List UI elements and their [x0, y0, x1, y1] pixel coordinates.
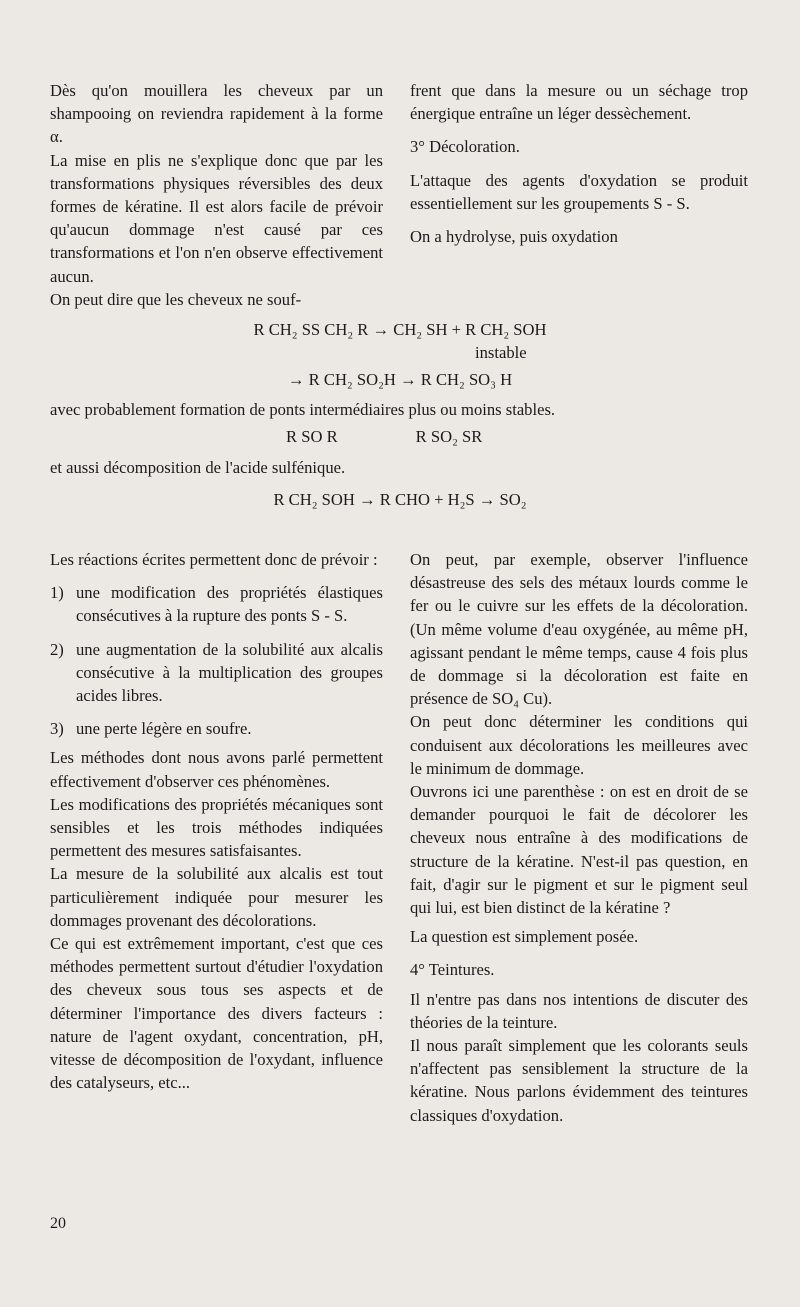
formula-1: R CH₂ SS CH₂ R → CH₂ SH + R CH₂ SOH — [253, 320, 547, 339]
list-number: 3) — [50, 719, 64, 739]
paragraph: L'attaque des agents d'oxydation se produit essentiellement sur les groupements S - S. — [410, 170, 748, 213]
paragraph: Il n'entre pas dans nos intentions de discuter des théories de la teinture. — [410, 989, 748, 1032]
formula-block — [50, 318, 750, 511]
paragraph: On peut donc déterminer les conditions qui conduisent aux décolorations les meilleures avec le minimum de dommage. — [410, 712, 748, 778]
formula-note: instable — [475, 343, 527, 362]
formula-3 — [50, 425, 750, 448]
paragraph: On peut dire que les cheveux ne souf- — [50, 289, 302, 309]
list-item — [50, 717, 383, 740]
page-number: 20 — [50, 1215, 66, 1232]
top-left-column — [50, 79, 383, 311]
formula-4: R CH₂ SOH → R CHO + H₂S → SO₂ — [273, 490, 527, 509]
paragraph: La mesure de la solubilité aux alcalis est tout particulièrement indiquée pour mesurer les dommages provenant des décolorations. — [50, 864, 383, 930]
top-right-column — [410, 79, 748, 248]
paragraph: La question est simplement posée. — [410, 927, 639, 947]
formula-text: et aussi décomposition de l'acide sulfénique. — [50, 458, 346, 477]
formula-2: → R CH₂ SO₂H → R CH₂ SO₃ H — [287, 370, 513, 389]
list-text: une perte légère en soufre. — [76, 719, 252, 739]
paragraph: Ouvrons ici une parenthèse : on est en droit de se demander pourquoi le fait de décolorer les cheveux nous entraîne à des modifications de structure de la kératine. N'est-il pas question, en fait, d'agir sur le pigment et sur le pigment seul qui lui, est bien distinct de la kératine ? — [410, 782, 748, 918]
paragraph: frent que dans la mesure ou un séchage trop énergique entraîne un léger dessèchement. — [410, 81, 748, 124]
list-item — [50, 581, 383, 627]
list-item — [50, 638, 383, 708]
paragraph: Les méthodes dont nous avons parlé permettent effectivement d'observer ces phénomènes. — [50, 748, 383, 791]
formula-3a: R SO R — [286, 427, 338, 446]
list-text: une augmentation de la solubilité aux alcalis consécutive à la multiplication des groupes acides libres. — [76, 639, 383, 706]
paragraph: La mise en plis ne s'explique donc que par les transformations physiques réversibles des deux formes de kératine. Il est alors facile de prévoir qu'aucun dommage n'est causé par ces transformations et l'on n'en observe effectivement aucun. — [50, 150, 383, 286]
section-heading: 4° Teintures. — [410, 960, 495, 980]
paragraph: Dès qu'on mouillera les cheveux par un shampooing on reviendra rapidement à la forme α. — [50, 81, 383, 147]
list-number: 2) — [50, 639, 64, 659]
paragraph: Les réactions écrites permettent donc de prévoir : — [50, 550, 378, 569]
paragraph: Il nous paraît simplement que les colorants seuls n'affectent pas sensiblement la structure de la kératine. Nous parlons évidemment des teintures classiques d'oxydation. — [410, 1036, 748, 1125]
formula-3b: R SO₂ SR — [415, 427, 483, 446]
list-number: 1) — [50, 583, 64, 603]
list-text: une modification des propriétés élastiques consécutives à la rupture des ponts S - S. — [76, 583, 383, 626]
paragraph: Les modifications des propriétés mécaniques sont sensibles et les trois méthodes indiquées permettent des mesures satisfaisantes. — [50, 794, 383, 861]
bottom-left-column — [50, 548, 383, 1094]
section-heading: 3° Décoloration. — [410, 137, 520, 157]
paragraph: Ce qui est extrêmement important, c'est que ces méthodes permettent surtout d'étudier l'oxydation des cheveux sous tous ses aspects et de déterminer l'importance des divers facteurs : nature de l'agent oxydant, concentration, pH, vitesse de décomposition de l'oxydant, influence des catalyseurs, etc... — [50, 934, 383, 1093]
bottom-right-column — [410, 548, 748, 1127]
formula-text: avec probablement formation de ponts intermédiaires plus ou moins stables. — [50, 400, 556, 419]
paragraph: On a hydrolyse, puis oxydation — [410, 227, 618, 247]
paragraph: On peut, par exemple, observer l'influence désastreuse des sels des métaux lourds comme le fer ou le cuivre sur les effets de la décoloration. (Un même volume d'eau oxygénée, au même pH, agissant pendant le même temps, cause 4 fois plus de dommage si la décoloration est faite en présence de SO₄ Cu). — [410, 550, 748, 709]
